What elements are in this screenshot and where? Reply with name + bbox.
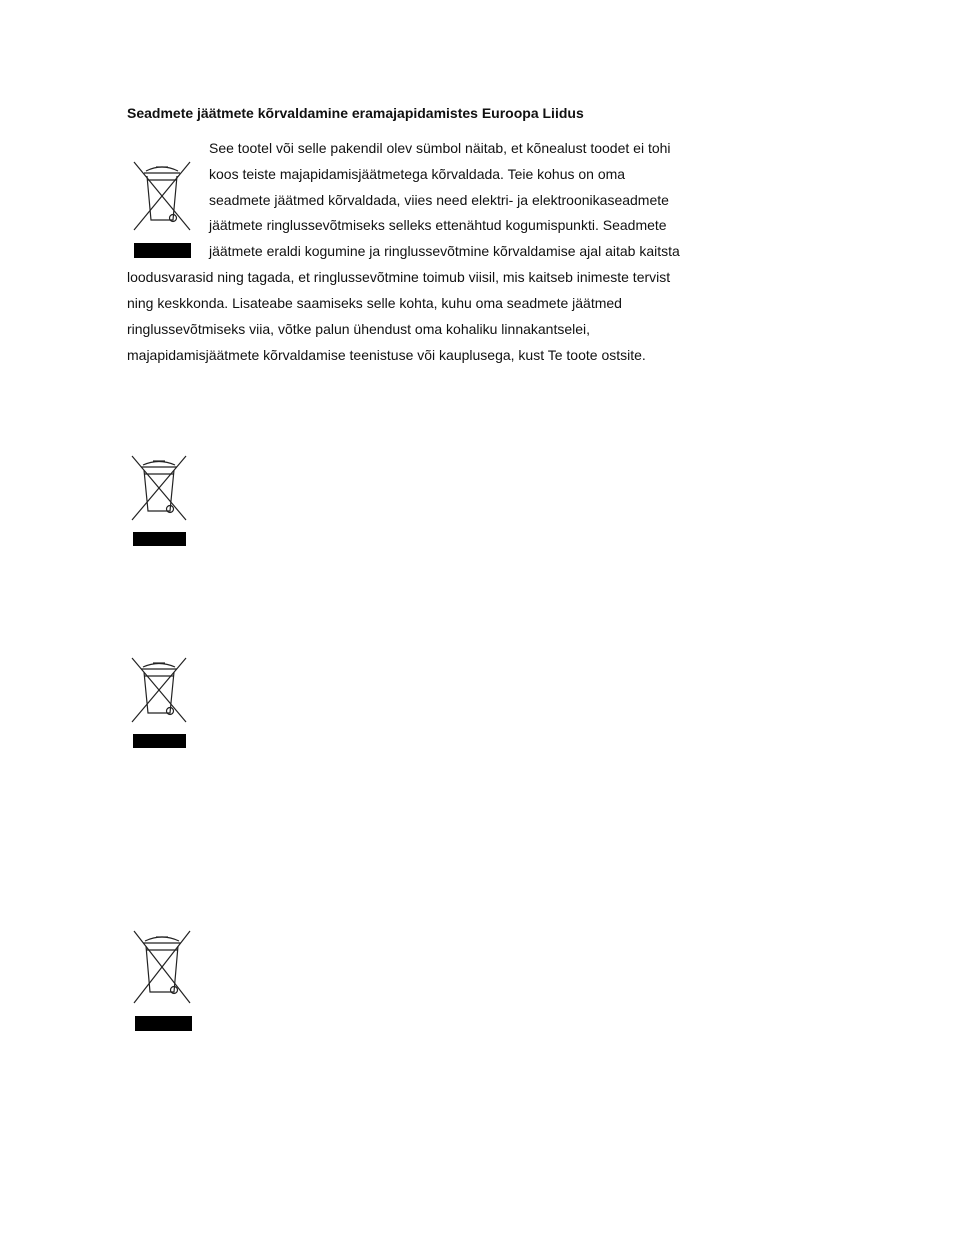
- crossed-out-wheelie-bin-icon: [129, 453, 189, 523]
- paragraph-line: ning keskkonda. Lisateabe saamiseks selle kohta, kuhu oma seadmete jäätmed: [127, 295, 622, 311]
- paragraph-line: jäätmete eraldi kogumine ja ringlussevõtmine kõrvaldamise ajal aitab kaitsta: [209, 243, 680, 259]
- paragraph-line: ringlussevõtmiseks viia, võtke palun ühendust oma kohaliku linnakantselei,: [127, 321, 591, 337]
- crossed-out-wheelie-bin-icon: [131, 928, 193, 1006]
- paragraph-line: koos teiste majapidamisjäätmetega kõrvaldada. Teie kohus on oma: [209, 166, 626, 182]
- paragraph-line: See tootel või selle pakendil olev sümbol näitab, et kõnealust toodet ei tohi: [209, 140, 671, 156]
- paragraph-line: jäätmete ringlussevõtmiseks selleks ettenähtud kogumispunkti. Seadmete: [209, 217, 667, 233]
- crossed-out-wheelie-bin-icon: [129, 655, 189, 725]
- symbol-underline-bar: [133, 734, 186, 748]
- symbol-underline-bar: [133, 532, 186, 546]
- symbol-underline-bar: [134, 243, 191, 258]
- paragraph-line: majapidamisjäätmete kõrvaldamise teenistuse või kauplusega, kust Te toote ostsite.: [127, 347, 646, 363]
- paragraph-line: loodusvarasid ning tagada, et ringlussevõtmine toimub viisil, mis kaitseb inimeste tervist: [127, 269, 671, 285]
- paragraph-line: seadmete jäätmed kõrvaldada, viies need elektri- ja elektroonikaseadmete: [209, 192, 669, 208]
- crossed-out-wheelie-bin-icon: [132, 158, 192, 234]
- symbol-underline-bar: [135, 1016, 192, 1031]
- document-heading: Seadmete jäätmete kõrvaldamine eramajapidamistes Euroopa Liidus: [127, 105, 584, 121]
